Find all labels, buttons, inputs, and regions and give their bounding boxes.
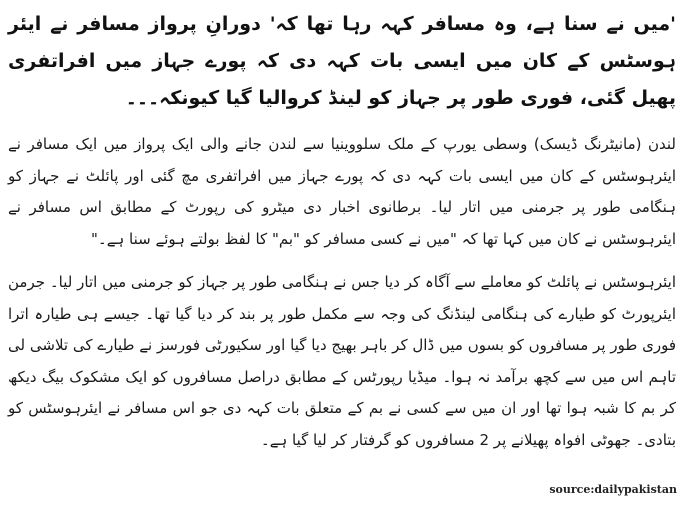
article-headline: 'میں نے سنا ہے، وہ مسافر کہہ رہا تھا کہ' دورانِ پرواز مسافر نے ایئر ہوسٹس کے کان میں ایسی بات کہہ دی کہ پورے جہاز میں افراتفری پھیل گئی، فوری طور پر جہاز کو لینڈ کروالیا گیا کیونکہ۔۔۔ xyxy=(8,13,676,109)
source-credit: source:dailypakistan xyxy=(549,483,677,496)
article-body xyxy=(8,6,676,468)
article-paragraph-1: لندن (مانیٹرنگ ڈیسک) وسطی یورپ کے ملک سلووینیا سے لندن جانے والی ایک پرواز میں ایک مسافر نے ایئرہوسٹس کے کان میں ایسی بات کہہ دی کہ پورے جہاز میں افراتفری مچ گئی اور پائلٹ نے جہاز کو ہنگامی طور پر جرمنی میں اتار لیا۔ برطانوی اخبار دی میٹرو کی رپورٹ کے مطابق اس مسافر نے ایئرہوسٹس نے کان میں کہا تھا کہ "میں نے کسی مسافر کو "بم" کا لفظ بولتے ہوئے سنا ہے۔" xyxy=(8,135,676,248)
article-paragraph-2: ایئرہوسٹس نے پائلٹ کو معاملے سے آگاہ کر دیا جس نے ہنگامی طور پر جہاز کو جرمنی میں اتار لیا۔ جرمن ایئرپورٹ کو طیارے کی ہنگامی لینڈنگ کی وجہ سے مکمل طور پر بند کر دیا گیا تھا۔ جیسے ہی طیارہ اترا فوری طور پر مسافروں کو بسوں میں ڈال کر باہر بھیج دیا گیا اور سکیورٹی فورسز نے طیارے کی تلاشی لی تاہم اس میں سے کچھ برآمد نہ ہوا۔ میڈیا رپورٹس کے مطابق دراصل مسافروں کو ایک مشکوک بیگ دیکھ کر بم کا شبہ ہوا تھا اور ان میں سے کسی نے بم کے متعلق بات کہہ دی جو اس مسافر نے ایئرہوسٹس کو بتادی۔ جھوٹی افواہ پھیلانے پر 2 مسافروں کو گرفتار کر لیا گیا ہے۔ xyxy=(8,273,676,449)
